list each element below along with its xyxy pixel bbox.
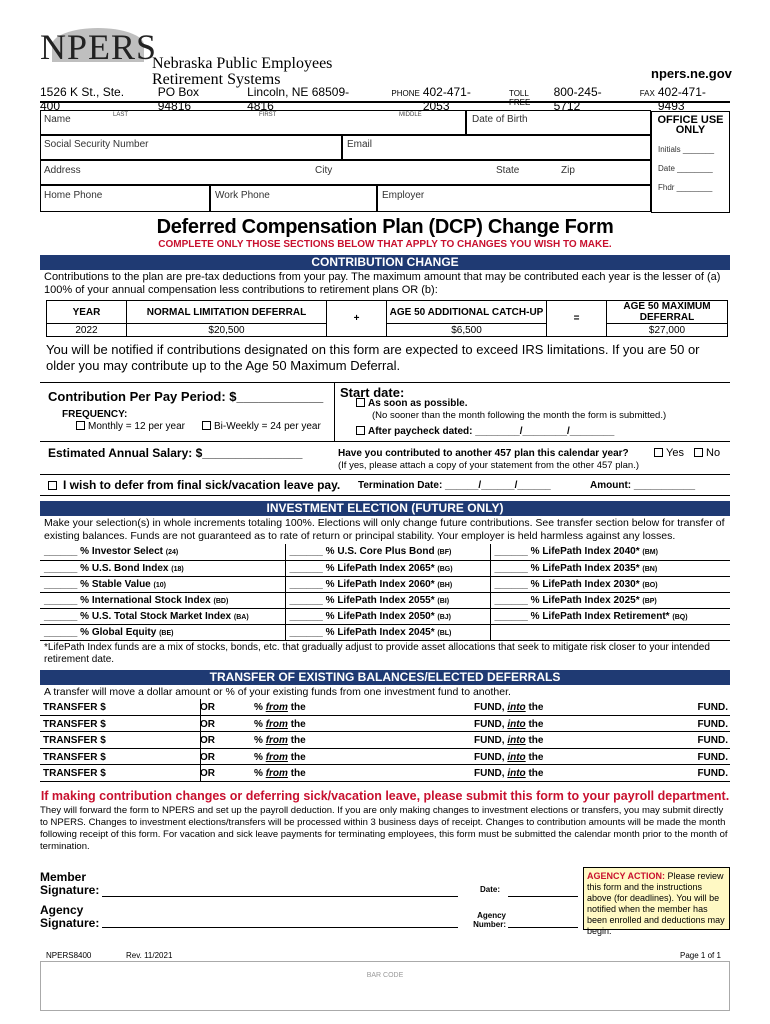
pct-blank[interactable]: ______ — [289, 610, 323, 622]
fax-label: FAX — [639, 89, 655, 98]
transfer-amount-label: TRANSFER $ — [43, 718, 106, 730]
page-number: Page 1 of 1 — [680, 951, 721, 960]
fund-option[interactable] — [285, 544, 490, 560]
fund-option[interactable] — [40, 560, 285, 576]
fund-option[interactable] — [40, 576, 285, 592]
form-title: Deferred Compensation Plan (DCP) Change Form — [156, 216, 614, 238]
fund-name: % U.S. Bond Index — [80, 562, 169, 574]
office-initials: Initials _______ — [658, 145, 715, 154]
pct-blank[interactable]: ______ — [289, 578, 323, 590]
tollfree-label: TOLL FREE — [508, 89, 531, 107]
fund-option[interactable] — [285, 608, 490, 624]
fund-option[interactable] — [40, 592, 285, 608]
agency-action-text: Please review this form and the instructions above (for deadlines). You will be notified when the member has been enrolled and deductions may begin. — [587, 871, 725, 936]
asap-option[interactable]: As soon as possible. — [356, 398, 467, 409]
start-date-label: Start date: — [340, 385, 405, 400]
street-address: 1526 K St., Ste. 400 — [40, 85, 125, 113]
from-label: from — [265, 735, 288, 747]
contribution-intro: Contributions to the plan are pre-tax deductions from your pay. The maximum amount that may be contributed each year is the lesser of (a) 100% of your annual compensation less contributions to retirement plans OR (b): — [44, 271, 721, 296]
phone-number: 402-471-2053 — [422, 85, 471, 113]
monthly-option[interactable]: Monthly = 12 per year — [76, 421, 185, 432]
fund-code: (BA) — [233, 613, 249, 621]
monthly-checkbox[interactable] — [76, 421, 85, 430]
city-state-zip: Lincoln, NE 68509-4816 — [247, 85, 350, 113]
fund-name: % LifePath Index 2065* — [325, 562, 435, 574]
after-paycheck-option[interactable]: After paycheck dated: ________/________/________ — [356, 426, 614, 437]
barcode-box — [40, 961, 730, 1011]
into-label: into — [507, 718, 526, 730]
header-divider — [40, 101, 730, 103]
fund-code: (BF) — [437, 549, 452, 557]
fund-end-label: FUND. — [697, 751, 728, 763]
work-phone-field[interactable]: Work Phone — [210, 185, 377, 212]
barcode-label: BAR CODE — [366, 972, 404, 979]
or-label: OR — [200, 718, 215, 730]
transfer-row[interactable]: TRANSFER $ OR % from the FUND, into the FUND. — [40, 749, 730, 766]
fund-name: % LifePath Index Retirement* — [530, 610, 670, 622]
pct-blank[interactable]: ______ — [44, 610, 78, 622]
member-signature-line[interactable] — [102, 896, 458, 897]
fund-name: % LifePath Index 2035* — [530, 562, 640, 574]
fund-option[interactable] — [40, 544, 285, 560]
equals-sign: = — [547, 301, 607, 337]
fund-option[interactable] — [490, 576, 730, 592]
investment-row — [40, 608, 730, 624]
from-label: from — [265, 718, 288, 730]
payroll-notice: If making contribution changes or deferring sick/vacation leave, please submit this form to your payroll department. — [40, 789, 730, 803]
fund-code: (18) — [171, 565, 184, 573]
fund-option[interactable] — [490, 544, 730, 560]
fund-name: % Stable Value — [80, 578, 151, 590]
fund-option[interactable] — [285, 624, 490, 640]
fund-name: % LifePath Index 2045* — [325, 626, 435, 638]
from-label: from — [265, 768, 288, 780]
sick-leave-checkbox[interactable] — [48, 481, 57, 490]
transfer-row[interactable]: TRANSFER $ OR % from the FUND, into the FUND. — [40, 699, 730, 716]
pct-label: % — [254, 751, 263, 763]
transfer-amount-label: TRANSFER $ — [43, 751, 106, 763]
sick-leave-option[interactable]: I wish to defer from final sick/vacation leave pay. — [48, 478, 340, 492]
transfer-amount-label: TRANSFER $ — [43, 735, 106, 747]
pct-blank[interactable]: ______ — [44, 562, 78, 574]
amount-field[interactable]: Amount: ___________ — [590, 480, 696, 491]
empty-cell — [490, 624, 730, 640]
deferral-limits-table: YEAR NORMAL LIMITATION DEFERRAL + AGE 50 ADDITIONAL CATCH-UP = AGE 50 MAXIMUM DEFERRAL 2022 $20,500 $6,500 $27,000 — [46, 300, 728, 337]
po-box: PO Box 94816 — [157, 85, 200, 113]
transfer-row[interactable]: TRANSFER $ OR % from the FUND, into the FUND. — [40, 732, 730, 749]
or-label: OR — [200, 751, 215, 763]
limit-catchup: $6,500 — [387, 324, 547, 337]
address-field[interactable]: Address City State Zip — [40, 160, 651, 185]
transfer-amount-label: TRANSFER $ — [43, 768, 106, 780]
fund-name: % Global Equity — [80, 626, 157, 638]
closing-paragraph: They will forward the form to NPERS and set up the payroll deduction. If you are only making changes to investment elections or transfers, you may submit directly to NPERS. Changes to investment elections/transfers will be processed within 3 business days of receipt. Changes to contribution amounts will be made the month following receipt of this form. For vacation and sick leave payments for terminating employees, this form must be submitted the calendar month prior to the month of termination. — [40, 805, 728, 852]
office-use-box: OFFICE USE ONLY Initials _______ Date ________ Fhdr ________ — [651, 111, 730, 213]
pct-blank[interactable]: ______ — [494, 594, 528, 606]
zip-label: Zip — [561, 165, 575, 176]
pct-blank[interactable]: ______ — [289, 594, 323, 606]
pct-blank[interactable]: ______ — [44, 546, 78, 558]
pct-blank[interactable]: ______ — [494, 562, 528, 574]
fund-name: % LifePath Index 2060* — [325, 578, 435, 590]
fund-code: (BH) — [437, 581, 453, 589]
irs-notice: You will be notified if contributions designated on this form are expected to exceed IRS limitations. If you are 50 or older you may contribute up to the Age 50 Maximum Deferral. — [46, 342, 700, 373]
fund-name: % LifePath Index 2025* — [530, 594, 640, 606]
asap-note: (No sooner than the month following the month the form is submitted.) — [372, 410, 667, 421]
investment-row — [40, 624, 730, 640]
fund-option[interactable] — [490, 608, 730, 624]
office-fhdr: Fhdr ________ — [658, 183, 713, 192]
after-paycheck-checkbox[interactable] — [356, 426, 365, 435]
lifepath-footnote: *LifePath Index funds are a mix of stocks, bonds, etc. that gradually adjust to provide asset allocations that seek to mitigate risk closer to your intended retirement date. — [44, 642, 710, 665]
dob-field[interactable]: Date of Birth — [466, 110, 651, 135]
per-pay-field[interactable]: Contribution Per Pay Period: $____________ — [48, 389, 324, 404]
yes-checkbox[interactable] — [654, 448, 663, 457]
home-phone-field[interactable]: Home Phone — [40, 185, 210, 212]
no-checkbox[interactable] — [694, 448, 703, 457]
biweekly-option[interactable]: Bi-Weekly = 24 per year — [202, 421, 321, 432]
investment-row — [40, 544, 730, 560]
transfer-row[interactable]: TRANSFER $ OR % from the FUND, into the FUND. — [40, 765, 730, 782]
address-line — [40, 85, 730, 113]
limit-max: $27,000 — [607, 324, 728, 337]
fund-end-label: FUND. — [697, 768, 728, 780]
agency-signature-label: Agency Signature: — [40, 903, 100, 930]
fund-name: % U.S. Total Stock Market Index — [80, 610, 232, 622]
investment-row — [40, 592, 730, 608]
first-label: FIRST — [259, 112, 277, 118]
city-label: City — [315, 165, 333, 176]
fund-option[interactable] — [40, 608, 285, 624]
revision: Rev. 11/2021 — [126, 951, 173, 960]
or-label: OR — [200, 768, 215, 780]
fund-code: (BE) — [159, 629, 174, 637]
transfer-header: TRANSFER OF EXISTING BALANCES/ELECTED DEFERRALS — [40, 670, 730, 685]
or-label: OR — [200, 735, 215, 747]
fund-option[interactable] — [490, 560, 730, 576]
org-name-line2: Retirement Systems — [152, 71, 281, 88]
fund-name: % International Stock Index — [80, 594, 211, 606]
fund-code: (BM) — [642, 549, 658, 557]
or-label: OR — [200, 702, 215, 713]
limit-year: 2022 — [47, 324, 127, 337]
transfer-row[interactable]: TRANSFER $ OR % from the FUND, into the FUND. — [40, 716, 730, 733]
investment-header: INVESTMENT ELECTION (FUTURE ONLY) — [40, 501, 730, 516]
investment-row — [40, 560, 730, 576]
website: npers.ne.gov — [651, 66, 732, 81]
fund-code: (BN) — [642, 565, 658, 573]
pct-label: % — [254, 735, 263, 747]
other457-yes[interactable]: Yes — [654, 447, 684, 459]
state-label: State — [496, 165, 520, 176]
investment-grid — [40, 544, 730, 641]
fund-code: (BI) — [437, 597, 450, 605]
office-date: Date ________ — [658, 164, 713, 173]
pct-blank[interactable]: ______ — [44, 578, 78, 590]
from-label: from — [265, 751, 288, 763]
last-label: LAST — [113, 112, 129, 118]
contribution-header: CONTRIBUTION CHANGE — [40, 255, 730, 270]
from-label: from — [265, 702, 288, 713]
into-label: into — [507, 768, 526, 780]
into-label: into — [507, 702, 526, 713]
biweekly-checkbox[interactable] — [202, 421, 211, 430]
instruction-banner: COMPLETE ONLY THOSE SECTIONS BELOW THAT APPLY TO CHANGES YOU WISH TO MAKE. — [158, 239, 612, 250]
fund-code: (BL) — [437, 629, 452, 637]
other-457-question: Have you contributed to another 457 plan this calendar year? — [338, 448, 629, 459]
member-signature-label: Member Signature: — [40, 870, 100, 897]
npers-logo: NPERS — [40, 27, 158, 67]
fund-code: (BQ) — [672, 613, 688, 621]
transfer-rows — [40, 699, 730, 782]
fund-end-label: FUND. — [697, 702, 728, 713]
investment-row — [40, 576, 730, 592]
fund-name: % LifePath Index 2050* — [325, 610, 435, 622]
date-label: Date: — [480, 885, 501, 894]
agency-number-line[interactable] — [508, 927, 578, 928]
fund-option[interactable] — [285, 560, 490, 576]
fund-end-label: FUND. — [697, 735, 728, 747]
ssn-field[interactable]: Social Security Number — [40, 135, 342, 160]
into-label: into — [507, 735, 526, 747]
tollfree-number: 800-245-5712 — [553, 85, 602, 113]
fund-name: % U.S. Core Plus Bond — [325, 546, 435, 558]
frequency-label: FREQUENCY: — [62, 409, 128, 420]
salary-field[interactable]: Estimated Annual Salary: $_______________ — [48, 446, 303, 460]
date-line[interactable] — [508, 896, 578, 897]
agency-signature-line[interactable] — [102, 927, 458, 928]
asap-checkbox[interactable] — [356, 398, 365, 407]
agency-action-box — [583, 867, 730, 936]
fund-code: (BP) — [642, 597, 657, 605]
other457-no[interactable]: No — [694, 447, 720, 459]
fund-code: (BO) — [642, 581, 658, 589]
pct-blank[interactable]: ______ — [494, 546, 528, 558]
pct-label: % — [254, 718, 263, 730]
transfer-intro: A transfer will move a dollar amount or % of your existing funds from one investment fund to another. — [44, 686, 511, 698]
pct-blank[interactable]: ______ — [289, 562, 323, 574]
fund-option[interactable] — [285, 592, 490, 608]
form-id: NPERS8400 — [46, 951, 92, 960]
fund-name: % LifePath Index 2055* — [325, 594, 435, 606]
email-field[interactable]: Email — [342, 135, 651, 160]
fax-number: 402-471-9493 — [657, 85, 706, 113]
fund-option[interactable] — [285, 576, 490, 592]
fund-code: (BG) — [437, 565, 453, 573]
name-field[interactable]: Name LAST FIRST MIDDLE — [40, 110, 466, 135]
agency-action-label: AGENCY ACTION: — [587, 871, 666, 881]
pct-blank[interactable]: ______ — [494, 610, 528, 622]
pct-blank[interactable]: ______ — [289, 626, 323, 638]
employer-field[interactable]: Employer — [377, 185, 651, 212]
fund-option[interactable] — [40, 624, 285, 640]
termination-date-field[interactable]: Termination Date: ______/______/______ — [358, 480, 551, 491]
pct-blank[interactable]: ______ — [44, 626, 78, 638]
fund-name: % LifePath Index 2030* — [530, 578, 640, 590]
fund-name: % LifePath Index 2040* — [530, 546, 640, 558]
fund-name: % Investor Select — [80, 546, 163, 558]
pct-label: % — [254, 768, 263, 780]
org-name-line1: Nebraska Public Employees — [152, 55, 333, 72]
phone-label: PHONE — [391, 89, 420, 98]
limit-normal: $20,500 — [127, 324, 327, 337]
fund-code: (BD) — [213, 597, 229, 605]
plus-sign: + — [327, 301, 387, 337]
other-457-note: (If yes, please attach a copy of your statement from the other 457 plan.) — [338, 460, 639, 471]
fund-end-label: FUND. — [697, 718, 728, 730]
middle-label: MIDDLE — [399, 112, 422, 118]
transfer-amount-label: TRANSFER $ — [43, 702, 106, 713]
investment-intro: Make your selection(s) in whole increments totaling 100%. Elections will only change future contributions. See transfer section below for transfer of existing balances. Funds are not guaranteed as to rate of return or principal stability. Your employer is held harmless against any losses. — [44, 517, 725, 542]
into-label: into — [507, 751, 526, 763]
fund-option[interactable] — [490, 592, 730, 608]
fund-code: (24) — [165, 549, 179, 557]
fund-code: (10) — [153, 581, 166, 589]
fund-code: (BJ) — [437, 613, 451, 621]
pct-label: % — [254, 702, 263, 713]
pct-blank[interactable]: ______ — [289, 546, 323, 558]
pct-blank[interactable]: ______ — [494, 578, 528, 590]
pct-blank[interactable]: ______ — [44, 594, 78, 606]
agency-number-label: Agency Number: — [473, 911, 506, 929]
